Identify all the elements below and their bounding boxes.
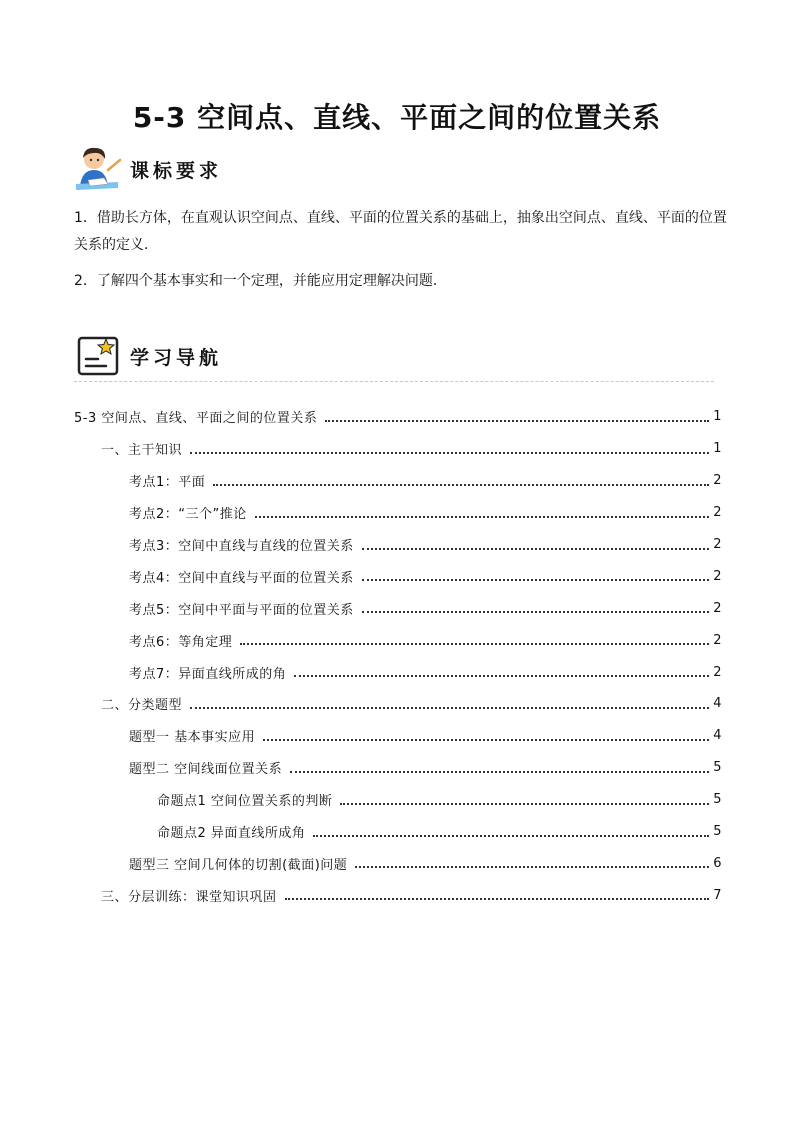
toc-dot-leader: [190, 452, 709, 454]
toc-page-number: 5: [713, 792, 722, 808]
toc-entry[interactable]: [74, 497, 722, 529]
toc-entry[interactable]: [74, 752, 722, 784]
toc-dot-leader: [294, 675, 709, 677]
toc-entry-title: 考点1：平面: [129, 475, 206, 491]
toc-entry-title: 题型三 空间几何体的切割(截面)问题: [129, 857, 348, 873]
toc-entry[interactable]: [74, 784, 722, 816]
toc-dot-leader: [355, 866, 709, 868]
toc-entry-title: 题型一 基本事实应用: [129, 730, 256, 746]
toc-dot-leader: [313, 835, 709, 837]
toc-dot-leader: [285, 898, 710, 900]
toc-dot-leader: [325, 420, 709, 422]
toc-entry-title: 命题点2 异面直线所成角: [157, 826, 306, 842]
toc-page-number: 2: [713, 568, 722, 584]
toc-dot-leader: [340, 803, 709, 805]
toc-dot-leader: [255, 516, 709, 518]
toc-entry[interactable]: [74, 529, 722, 561]
toc-dot-leader: [263, 739, 709, 741]
toc-entry[interactable]: [74, 433, 722, 465]
toc-entry[interactable]: [74, 879, 722, 911]
toc-page-number: 4: [713, 696, 722, 712]
toc-page-number: 6: [713, 855, 722, 871]
toc-entry[interactable]: [74, 847, 722, 879]
toc-dot-leader: [240, 643, 709, 645]
teacher-reading-icon: [74, 146, 124, 194]
toc-entry-title: 题型二 空间线面位置关系: [129, 762, 283, 778]
toc-dot-leader: [362, 548, 709, 550]
toc-page-number: 4: [713, 728, 722, 744]
toc-entry-title: 考点2：“三个”推论: [129, 507, 247, 523]
toc-entry[interactable]: [74, 720, 722, 752]
toc-page-number: 7: [713, 887, 722, 903]
toc-dot-leader: [213, 484, 709, 486]
toc-page-number: 2: [713, 473, 722, 489]
toc-dot-leader: [362, 579, 709, 581]
section-label-curriculum: 课标要求: [130, 160, 223, 182]
toc-entry[interactable]: [74, 816, 722, 848]
toc-entry-title: 考点4：空间中直线与平面的位置关系: [129, 570, 354, 586]
toc-dot-leader: [190, 707, 709, 709]
toc-entry[interactable]: [74, 688, 722, 720]
toc-entry-title: 5-3 空间点、直线、平面之间的位置关系: [74, 411, 318, 427]
notebook-star-icon: [76, 335, 122, 379]
section-header-navigation: [74, 333, 274, 383]
toc-page-number: 2: [713, 600, 722, 616]
toc-entry-title: 考点3：空间中直线与直线的位置关系: [129, 539, 354, 554]
toc-page-number: 1: [713, 409, 722, 425]
toc-entry-title: 命题点1 空间位置关系的判断: [157, 794, 333, 810]
toc-entry-title: 考点5：空间中平面与平面的位置关系: [129, 602, 354, 618]
toc-entry-title: 三、分层训练：课堂知识巩固: [101, 889, 277, 905]
table-of-contents: [74, 401, 722, 911]
toc-page-number: 5: [713, 824, 722, 840]
toc-entry-title: 考点6：等角定理: [129, 634, 233, 650]
toc-entry-title: 二、分类题型: [101, 698, 183, 714]
divider: [74, 381, 714, 382]
toc-page-number: 2: [713, 632, 722, 648]
curriculum-item-1: 1．借助长方体，在直观认识空间点、直线、平面的位置关系的基础上，抽象出空间点、直线、平面的位置关系的定义．: [74, 210, 727, 253]
section-header-curriculum: [74, 146, 274, 196]
toc-page-number: 2: [713, 664, 722, 680]
toc-page-number: 5: [713, 760, 722, 776]
curriculum-item-2: 2．了解四个基本事实和一个定理，并能应用定理解决问题．: [74, 273, 447, 289]
toc-entry[interactable]: [74, 560, 722, 592]
section-label-navigation: 学习导航: [130, 347, 223, 369]
toc-page-number: 2: [713, 505, 722, 521]
toc-entry[interactable]: [74, 656, 722, 688]
toc-dot-leader: [362, 611, 709, 613]
toc-entry-title: 考点7：异面直线所成的角: [129, 666, 287, 682]
toc-page-number: 1: [713, 441, 722, 457]
toc-dot-leader: [290, 771, 709, 773]
toc-entry[interactable]: [74, 401, 722, 433]
toc-entry[interactable]: [74, 592, 722, 624]
toc-entry[interactable]: [74, 624, 722, 656]
toc-entry-title: 一、主干知识: [101, 443, 183, 459]
page-title: 5-3 空间点、直线、平面之间的位置关系: [132, 101, 662, 134]
toc-entry[interactable]: [74, 465, 722, 497]
toc-page-number: 2: [713, 537, 722, 552]
